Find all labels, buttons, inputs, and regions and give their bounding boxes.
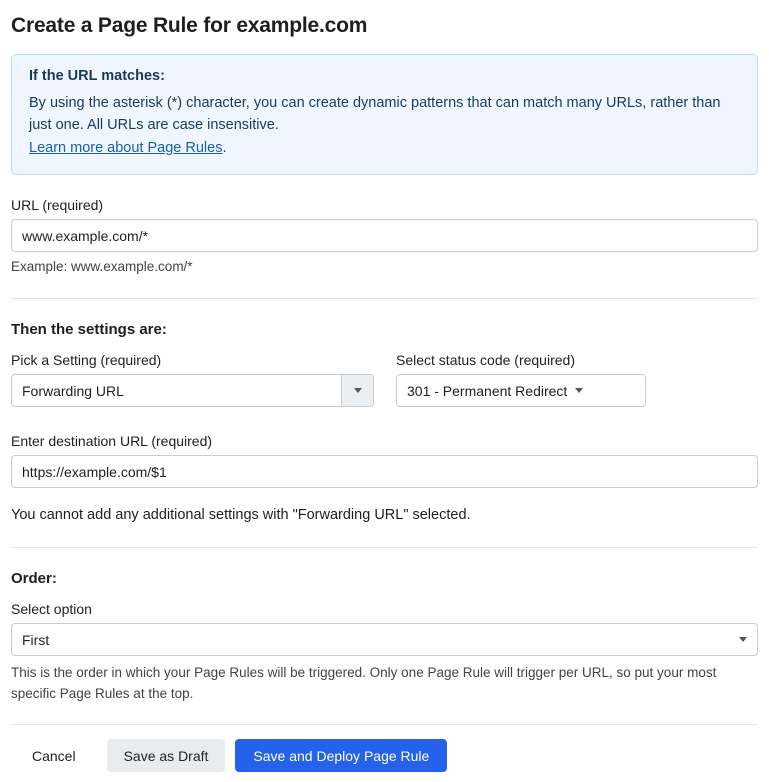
url-match-info-box — [11, 54, 758, 175]
info-box-link-suffix: . — [222, 139, 227, 156]
status-code-select[interactable] — [396, 374, 646, 407]
save-as-draft-button[interactable]: Save as Draft — [107, 739, 226, 772]
destination-url-input[interactable] — [11, 455, 758, 488]
save-and-deploy-button[interactable]: Save and Deploy Page Rule — [235, 739, 447, 772]
order-section-heading: Order: — [11, 547, 758, 587]
order-select[interactable] — [11, 623, 758, 656]
cancel-button[interactable]: Cancel — [11, 739, 97, 772]
url-input[interactable] — [11, 219, 758, 252]
learn-more-link[interactable]: Learn more about Page Rules — [29, 139, 223, 156]
order-note: This is the order in which your Page Rules will be triggered. Only one Page Rule will trigger per URL, so put your most specific Page Rules at the top. — [11, 665, 717, 701]
pick-setting-select[interactable] — [11, 374, 374, 407]
status-code-label: Select status code (required) — [396, 352, 575, 369]
info-box-body-text: By using the asterisk (*) character, you can create dynamic patterns that can match many URLs, rather than just one. All URLs are case insensitive. — [29, 95, 721, 134]
url-field-label: URL (required) — [11, 197, 104, 214]
status-code-value: 301 - Permanent Redirect — [407, 382, 568, 399]
destination-url-label: Enter destination URL (required) — [11, 433, 213, 450]
chevron-down-icon — [739, 637, 747, 642]
info-box-heading: If the URL matches: — [29, 68, 165, 84]
pick-setting-group — [11, 352, 374, 407]
pick-setting-value: Forwarding URL — [22, 382, 124, 399]
settings-row — [11, 352, 758, 407]
url-field-hint: Example: www.example.com/* — [11, 259, 193, 275]
order-select-label: Select option — [11, 601, 92, 618]
page-title: Create a Page Rule for example.com — [11, 14, 368, 37]
chevron-down-icon[interactable] — [341, 375, 373, 406]
info-box-body — [29, 92, 740, 159]
forwarding-url-note: You cannot add any additional settings with "Forwarding URL" selected. — [11, 507, 471, 524]
chevron-down-icon — [575, 388, 583, 393]
order-select-value: First — [22, 631, 50, 648]
status-code-group — [396, 352, 646, 407]
settings-section-heading: Then the settings are: — [11, 298, 758, 338]
pick-setting-label: Pick a Setting (required) — [11, 352, 162, 369]
form-footer — [11, 724, 758, 772]
